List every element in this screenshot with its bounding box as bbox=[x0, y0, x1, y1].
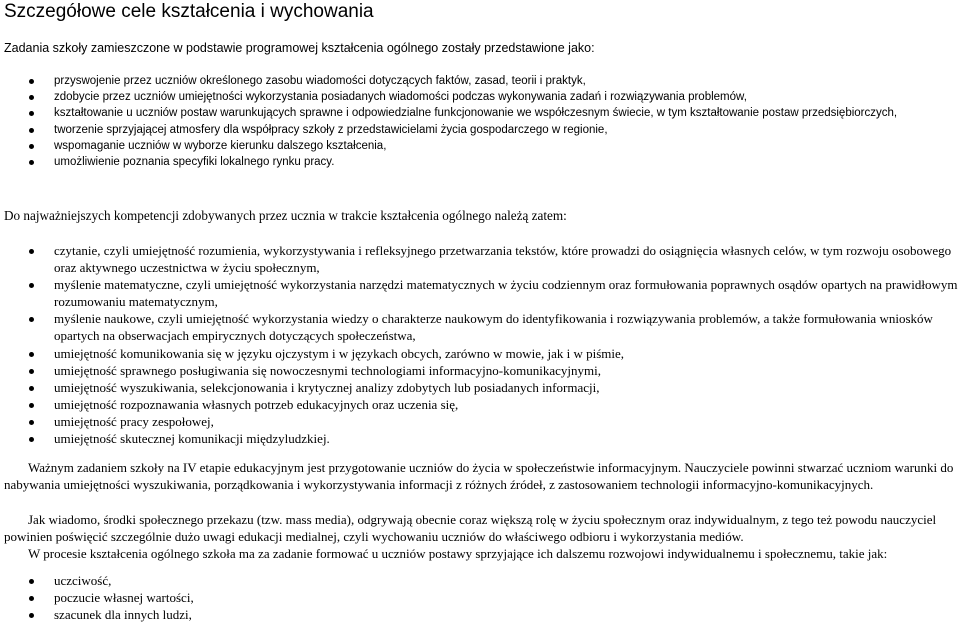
tasks-intro: Zadania szkoły zamieszczone w podstawie programowej kształcenia ogólnego zostały przedstawione jako: bbox=[4, 41, 595, 55]
list-item: umiejętność komunikowania się w języku ojczystym i w językach obcych, zarówno w mowie, jak i w piśmie, bbox=[54, 345, 959, 362]
list-item: zdobycie przez uczniów umiejętności wykorzystania posiadanych wiadomości podczas wykonywania zadań i rozwiązywania problemów, bbox=[54, 89, 944, 105]
list-item: tworzenie sprzyjającej atmosfery dla współpracy szkoły z przedstawicielami życia gospodarczego w regionie, bbox=[54, 122, 944, 138]
list-item: szacunek dla innych ludzi, bbox=[54, 606, 654, 623]
list-item: myślenie naukowe, czyli umiejętność wykorzystania wiedzy o charakterze naukowym do identyfikowania i rozwiązywania problemów, a także formułowania wniosków opartych na obserwacjach empirycznych dotyczących społeczeństwa, bbox=[54, 310, 959, 344]
list-item: wspomaganie uczniów w wyborze kierunku dalszego kształcenia, bbox=[54, 138, 944, 154]
list-item: umożliwienie poznania specyfiki lokalnego rynku pracy. bbox=[54, 154, 944, 170]
paragraph-media-education: Jak wiadomo, środki społecznego przekazu (tzw. mass media), odgrywają obecnie coraz większą rolę w życiu społecznym oraz indywidualnym, z tego też powodu nauczyciel powinien poświęcić szczególnie dużo uwagi edukacji medialnej, czyli wychowaniu uczniów do właściwego odbioru i wykorzystania mediów. bbox=[4, 512, 937, 545]
list-item: uczciwość, bbox=[54, 572, 654, 589]
list-item: umiejętność pracy zespołowej, bbox=[54, 413, 959, 430]
list-item: umiejętność skutecznej komunikacji międzyludzkiej. bbox=[54, 430, 959, 447]
attitudes-list bbox=[54, 572, 654, 623]
competencies-list bbox=[54, 242, 959, 447]
list-item: poczucie własnej wartości, bbox=[54, 589, 654, 606]
paragraph-attitudes-intro: W procesie kształcenia ogólnego szkoła ma za zadanie formować u uczniów postawy sprzyjające ich dalszemu rozwojowi indywidualnemu i społecznemu, takie jak: bbox=[28, 546, 888, 561]
list-item: umiejętność sprawnego posługiwania się nowoczesnymi technologiami informacyjno-komunikacyjnymi, bbox=[54, 362, 959, 379]
competencies-intro: Do najważniejszych kompetencji zdobywanych przez ucznia w trakcie kształcenia ogólnego należą zatem: bbox=[4, 208, 567, 223]
tasks-list bbox=[54, 73, 944, 170]
page-title: Szczegółowe cele kształcenia i wychowania bbox=[4, 1, 374, 22]
list-item: czytanie, czyli umiejętność rozumienia, wykorzystywania i refleksyjnego przetwarzania tekstów, które prowadzi do osiągnięcia własnych celów, w tym rozwoju osobowego oraz aktywnego uczestnictwa w życiu społecznym, bbox=[54, 242, 959, 276]
list-item: przyswojenie przez uczniów określonego zasobu wiadomości dotyczących faktów, zasad, teorii i praktyk, bbox=[54, 73, 944, 89]
list-item: myślenie matematyczne, czyli umiejętność wykorzystania narzędzi matematycznych w życiu codziennym oraz formułowania poprawnych osądów opartych na prawidłowym rozumowaniu matematycznym, bbox=[54, 277, 958, 310]
list-item: kształtowanie u uczniów postaw warunkujących sprawne i odpowiedzialne funkcjonowanie we współczesnym świecie, w tym kształtowanie postaw przedsiębiorczych, bbox=[54, 105, 944, 121]
list-item: umiejętność wyszukiwania, selekcjonowania i krytycznej analizy zdobytych lub posiadanych informacji, bbox=[54, 379, 959, 396]
paragraph-information-society: Ważnym zadaniem szkoły na IV etapie edukacyjnym jest przygotowanie uczniów do życia w społeczeństwie informacyjnym. Nauczyciele powinni stwarzać uczniom warunki do nabywania umiejętności wyszukiwania, porządkowania i wykorzystywania informacji z różnych źródeł, z zastosowaniem technologii informacyjno-komunikacyjnych. bbox=[4, 460, 954, 493]
list-item: umiejętność rozpoznawania własnych potrzeb edukacyjnych oraz uczenia się, bbox=[54, 396, 959, 413]
